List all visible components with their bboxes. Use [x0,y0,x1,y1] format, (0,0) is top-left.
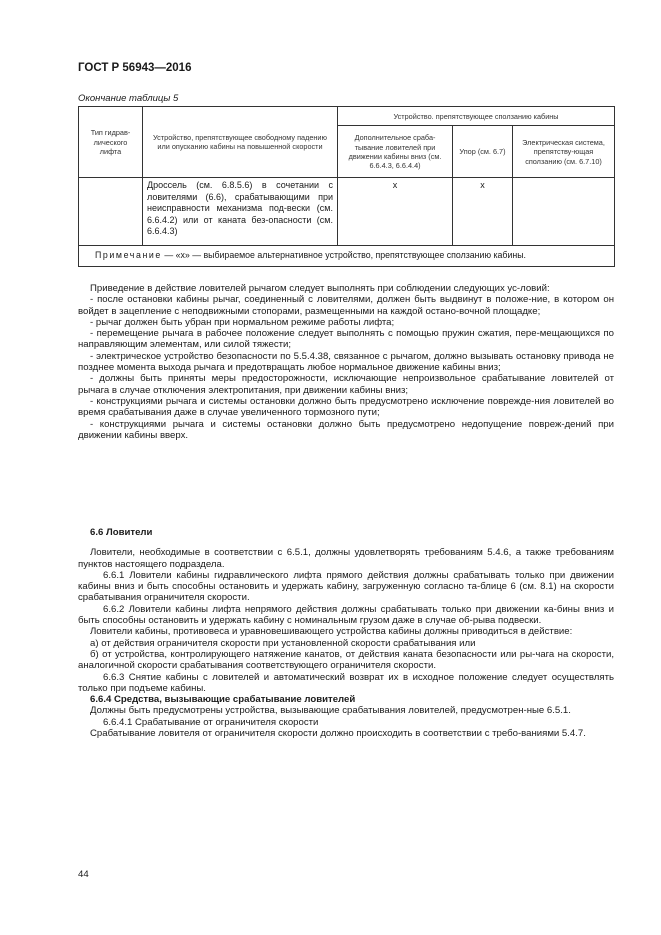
list-item: - рычаг должен быть убран при нормальном режиме работы лифта; [90,316,395,328]
cell-extra-safety-mark: x [338,178,453,246]
paragraph: Ловители, необходимые в соответствии с 6.5.1, должны удовлетворять требованиям 5.4.6, а также требованиям пунктов настоящего подраздела. [78,547,614,570]
paragraph: б) от устройства, контролирующего натяжение канатов, от действия каната безопасности или ры-чага на скорости, аналогичной скорости срабатывания соответствующего ограничителя скорости. [78,648,614,672]
page-number: 44 [78,869,89,880]
paragraph: Ловители кабины, противовеса и уравновешивающего устройства кабины должны приводиться в действие: [90,626,573,638]
cell-device-desc: Дроссель (см. 6.8.5.6) в сочетании с ловителями (6.6), срабатывающими при неисправности механизма под-вески (см. 6.6.4.2) или от каната без-опасности (см. 6.6.4.3) [143,178,338,246]
paragraph: 6.6.2 Ловители кабины лифта непрямого действия должны срабатывать только при движении ка-бины вниз и быть способны остановить и удержать кабину с номинальным грузом даже в случае об-рыва подвески. [78,603,614,627]
cell-stop-mark: x [453,178,513,246]
note-text: — «x» — выбираемое альтернативное устройство, препятствующее сползанию кабины. [161,250,527,261]
header-stop: Упор (см. 6.7) [453,126,513,178]
table-5 [78,106,615,267]
paragraph: 6.6.1 Ловители кабины гидравлического лифта прямого действия должны срабатывать только при движении кабины вниз и быть способны остановить и удержать кабину, загруженную согласно та-блице 6 (см. 8.1) на скорости срабатывания ограничителя скорости. [78,569,614,604]
cell-lift-type [79,178,143,246]
section-title: 6.6 Ловители [90,527,153,538]
header-fall-device: Устройство, препятствующее свободному падению или опусканию кабины на повышенной скорости [143,107,338,178]
paragraph: Должны быть предусмотрены устройства, вызывающие срабатывания ловителей, предусмотрен-ные 6.5.1. [90,705,571,717]
paragraph: Приведение в действие ловителей рычагом следует выполнять при соблюдении следующих ус-ловий: [90,283,550,294]
list-item: - после остановки кабины рычаг, соединенный с ловителями, должен быть выдвинут в положе-ние, в котором он войдет в зацепление с неподвижными стопорами, размещенными на каждой остано-вочной площадке; [78,294,614,317]
list-item: - конструкциями рычага и системы остановки должно быть предусмотрено недопущение повреж-дений при движении кабины вверх. [78,418,614,441]
list-item: - перемещение рычага в рабочее положение следует выполнять с помощью пружин сжатия, пере-мещающихся по направляющим элементам, или силой тяжести; [78,328,614,351]
paragraph: а) от действия ограничителя скорости при установленной скорости срабатывания или [90,637,476,649]
header-lift-type: Тип гидрав-лического лифта [79,107,143,178]
document-code: ГОСТ Р 56943—2016 [78,62,192,74]
list-item: - конструкциями рычага и системы остановки должно быть предусмотрено исключение поврежде-ния ловителей во время срабатывания даже в случае увеличенного тормозного пути; [78,395,614,419]
list-item: - должны быть приняты меры предосторожности, исключающие непроизвольное срабатывание ловителей от рычага в случае отключения электропитания, при движении кабины вниз; [78,373,614,396]
table-caption: Окончание таблицы 5 [78,93,179,104]
note-label: Примечание [95,250,162,261]
lever-conditions [78,283,614,441]
paragraph: 6.6.3 Снятие кабины с ловителей и автоматический возврат их в исходное положение следует осуществлять только при подъеме кабины. [78,671,614,694]
header-creep-group: Устройство. препятствующее сползанию кабины [338,107,615,126]
header-electric-system: Электрическая система, препятству-ющая сползанию (см. 6.7.10) [513,126,615,178]
cell-electric-mark [513,178,615,246]
subsection-title: 6.6.4 Средства, вызывающие срабатывание ловителей [90,694,356,706]
list-item: - электрическое устройство безопасности по 5.5.4.38, связанное с рычагом, должно вызывать остановку привода не позднее момента выхода рычага и предотвращать любое нормальное движение кабины вниз; [78,350,614,374]
paragraph: Срабатывание ловителя от ограничителя скорости должно происходить в соответствии с требо-ваниями 5.4.7. [90,728,586,740]
paragraph: 6.6.4.1 Срабатывание от ограничителя скорости [103,716,319,728]
header-extra-safety: Дополнительное сраба-тывание ловителей при движении кабины вниз (см. 6.6.4.3, 6.6.4.4) [338,126,453,178]
section-6-6 [78,527,614,739]
table-note [79,246,615,267]
